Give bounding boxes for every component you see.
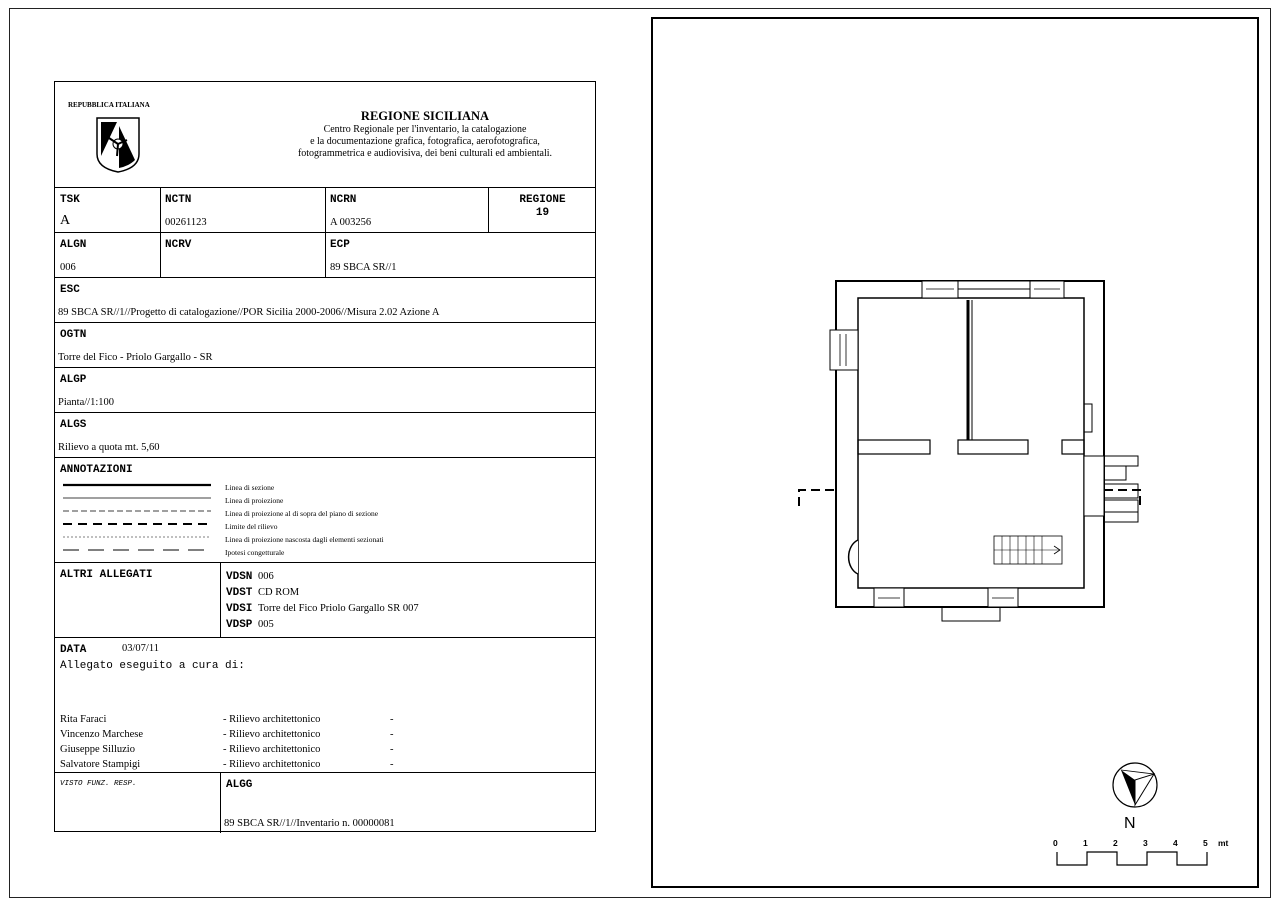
scale-bar	[1057, 852, 1207, 865]
person-extra: -	[390, 744, 394, 755]
legend-item: Ipotesi congetturale	[225, 548, 285, 557]
algg-value: 89 SBCA SR//1//Inventario n. 00000081	[224, 818, 395, 829]
person-name: Vincenzo Marchese	[60, 729, 144, 740]
person-name: Giuseppe Silluzio	[60, 744, 135, 755]
person-extra: -	[390, 729, 394, 740]
altri-allegati-label: ALTRI ALLEGATI	[60, 569, 153, 581]
person-name: Salvatore Stampigi	[60, 759, 141, 770]
regione-label: REGIONE	[519, 194, 566, 206]
esc-value: 89 SBCA SR//1//Progetto di catalogazione//POR Sicilia 2000-2006//Misura 2.02 Azione A	[58, 307, 440, 318]
north-arrow-icon	[1113, 763, 1157, 807]
tsk-label: TSK	[60, 194, 80, 206]
description-line: e la documentazione grafica, fotografica, aerofotografica,	[310, 136, 540, 147]
algn-value: 006	[60, 262, 76, 273]
algs-value: Rilievo a quota mt. 5,60	[58, 442, 160, 453]
legend-item: Linea di sezione	[225, 483, 275, 492]
nctn-label: NCTN	[165, 194, 192, 206]
scale-tick-label: 0	[1053, 838, 1058, 848]
legend-item: Linea di proiezione	[225, 496, 284, 505]
annotazioni-label: ANNOTAZIONI	[60, 464, 133, 476]
ncrn-label: NCRN	[330, 194, 357, 206]
data-value: 03/07/11	[122, 643, 159, 654]
ecp-value: 89 SBCA SR//1	[330, 262, 397, 273]
person-extra: -	[390, 714, 394, 725]
algg-label: ALGG	[226, 779, 253, 791]
scale-tick-label: 5	[1203, 838, 1208, 848]
scale-tick-label: 2	[1113, 838, 1118, 848]
ncrv-label: NCRV	[165, 239, 192, 251]
tsk-value: A	[60, 213, 71, 228]
algs-label: ALGS	[60, 419, 87, 431]
legend-item: Linea di proiezione al di sopra del piano di sezione	[225, 509, 379, 518]
nctn-value: 00261123	[165, 217, 207, 228]
esc-label: ESC	[60, 284, 80, 296]
scale-tick-label: 3	[1143, 838, 1148, 848]
person-role: - Rilievo architettonico	[223, 729, 321, 740]
legend-item: Limite del rilievo	[225, 522, 278, 531]
ogtn-label: OGTN	[60, 329, 87, 341]
allegati-value: CD ROM	[258, 587, 300, 598]
person-role: - Rilievo architettonico	[223, 759, 321, 770]
scale-unit-label: mt	[1218, 838, 1229, 848]
region-title: REGIONE SICILIANA	[360, 109, 490, 123]
allegati-key: VDST	[226, 587, 253, 599]
algp-label: ALGP	[60, 374, 87, 386]
north-label: N	[1124, 815, 1136, 832]
ecp-label: ECP	[330, 239, 350, 251]
person-role: - Rilievo architettonico	[223, 714, 321, 725]
scale-tick-label: 4	[1173, 838, 1178, 848]
visto-label: VISTO FUNZ. RESP.	[60, 780, 137, 788]
person-extra: -	[390, 759, 394, 770]
legend-item: Linea di proiezione nascosta dagli elementi sezionati	[225, 535, 384, 544]
description-line: fotogrammetrica e audiovisiva, dei beni culturali ed ambientali.	[297, 148, 553, 159]
data-label: DATA	[60, 644, 87, 656]
allegati-value: 006	[258, 571, 274, 582]
allegati-key: VDSP	[226, 619, 253, 631]
allegati-value: Torre del Fico Priolo Gargallo SR 007	[258, 603, 419, 614]
person-role: - Rilievo architettonico	[223, 744, 321, 755]
allegati-value: 005	[258, 619, 274, 630]
regione-value: 19	[535, 207, 550, 219]
republic-label: REPUBBLICA ITALIANA	[68, 101, 150, 109]
ogtn-value: Torre del Fico - Priolo Gargallo - SR	[58, 352, 213, 363]
allegati-key: VDSN	[226, 571, 253, 583]
allegato-caption: Allegato eseguito a cura di:	[60, 660, 245, 672]
allegati-key: VDSI	[226, 603, 253, 615]
description-line: Centro Regionale per l'inventario, la catalogazione	[323, 124, 527, 135]
ncrn-value: A 003256	[330, 217, 372, 228]
scale-tick-label: 1	[1083, 838, 1088, 848]
algn-label: ALGN	[60, 239, 87, 251]
person-name: Rita Faraci	[60, 714, 107, 725]
algp-value: Pianta//1:100	[58, 397, 114, 408]
